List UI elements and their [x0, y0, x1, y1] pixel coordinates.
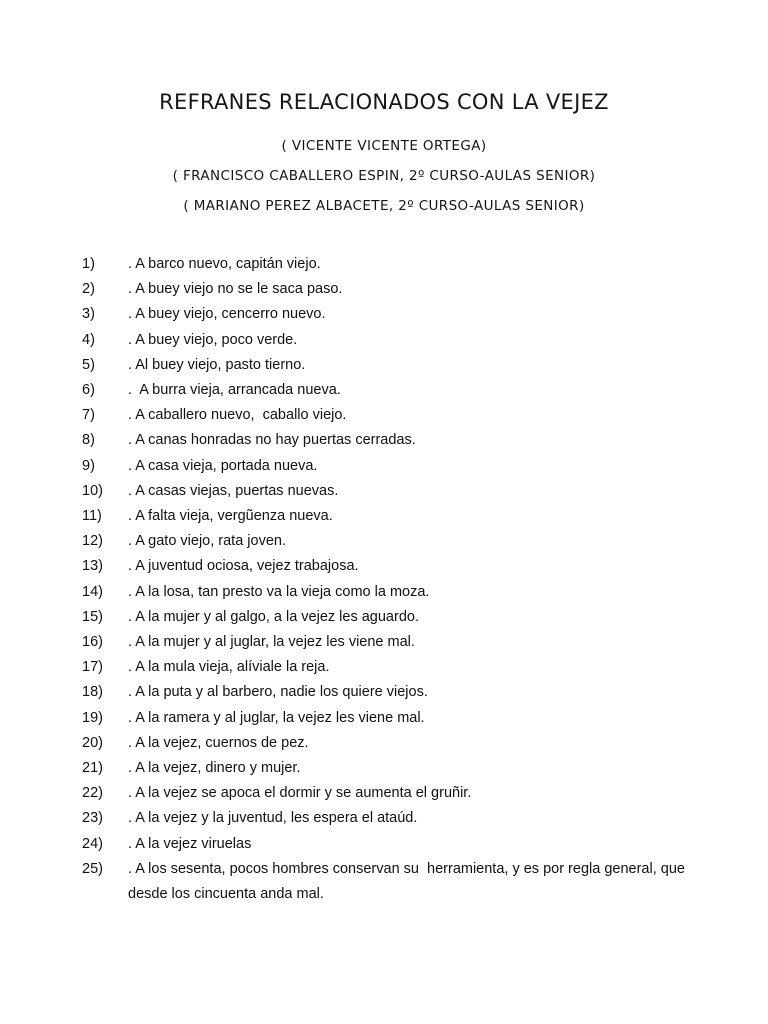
- proverb-text: . A la vejez se apoca el dormir y se aumenta el gruñir.: [128, 785, 472, 802]
- proverb-text: . A la vejez, dinero y mujer.: [128, 760, 301, 777]
- proverb-item: [82, 403, 722, 428]
- proverb-text: . A gato viejo, rata joven.: [128, 533, 286, 550]
- proverb-item: [82, 428, 722, 453]
- proverb-number: 12): [82, 533, 103, 550]
- proverb-number: 17): [82, 659, 103, 676]
- proverb-item: [82, 630, 722, 655]
- proverb-text: . A burra vieja, arrancada nueva.: [128, 382, 341, 399]
- proverb-item: [82, 454, 722, 479]
- proverb-text: . A la vejez viruelas: [128, 835, 252, 852]
- proverb-number: 13): [82, 558, 103, 575]
- proverb-number: 22): [82, 785, 103, 802]
- proverb-item: [82, 680, 722, 705]
- proverb-number: 10): [82, 482, 103, 499]
- proverb-text: . A la vejez, cuernos de pez.: [128, 734, 309, 751]
- author-line: ( VICENTE VICENTE ORTEGA): [281, 138, 487, 154]
- proverb-number: 1): [82, 256, 95, 272]
- proverb-text: . A juventud ociosa, vejez trabajosa.: [128, 558, 359, 575]
- document-header: [0, 88, 768, 221]
- proverb-text: . A canas honradas no hay puertas cerradas.: [128, 432, 416, 449]
- proverb-number: 18): [82, 684, 103, 701]
- proverb-text: . A buey viejo no se le saca paso.: [128, 281, 343, 298]
- proverb-item: [82, 529, 722, 554]
- proverb-number: 5): [82, 356, 95, 373]
- author-lines: [0, 131, 768, 221]
- proverb-number: 20): [82, 734, 103, 751]
- proverb-text: . A buey viejo, poco verde.: [128, 331, 298, 348]
- proverb-item: [82, 706, 722, 731]
- proverb-text: . A la ramera y al juglar, la vejez les viene mal.: [128, 709, 425, 726]
- proverb-item: [82, 605, 722, 630]
- proverb-item: [82, 655, 722, 680]
- proverb-number: 15): [82, 608, 103, 625]
- proverb-number: 8): [82, 432, 95, 449]
- proverb-item: [82, 252, 722, 277]
- proverb-number: 9): [82, 457, 95, 474]
- proverb-item: [82, 378, 722, 403]
- proverb-number: 25): [82, 860, 103, 877]
- author-line: ( MARIANO PEREZ ALBACETE, 2º CURSO-AULAS SENIOR): [183, 198, 585, 214]
- proverb-item: [82, 806, 722, 831]
- proverb-text: . A casa vieja, portada nueva.: [128, 457, 318, 474]
- proverb-text: . A la puta y al barbero, nadie los quiere viejos.: [128, 684, 428, 701]
- proverb-number: 16): [82, 634, 103, 651]
- proverb-item: [82, 832, 722, 857]
- proverb-text: . A la losa, tan presto va la vieja como la moza.: [128, 583, 430, 600]
- proverb-item: [82, 353, 722, 378]
- proverb-text: . A la mujer y al juglar, la vejez les viene mal.: [128, 634, 415, 651]
- proverb-item: [82, 731, 722, 756]
- proverb-number: 14): [82, 583, 103, 600]
- proverb-text: . A la mula vieja, alíviale la reja.: [128, 659, 330, 676]
- proverb-item: [82, 781, 722, 806]
- proverb-item: [82, 857, 722, 907]
- document-title: REFRANES RELACIONADOS CON LA VEJEZ: [159, 90, 609, 114]
- proverb-text: . A falta vieja, vergũenza nueva.: [128, 508, 333, 525]
- proverb-number: 19): [82, 709, 103, 726]
- proverb-number: 23): [82, 810, 103, 827]
- proverb-number: 4): [82, 331, 95, 348]
- proverb-item: [82, 479, 722, 504]
- proverb-number: 11): [82, 508, 102, 525]
- proverb-item: [82, 554, 722, 579]
- proverb-text: . A la mujer y al galgo, a la vejez les aguardo.: [128, 608, 419, 625]
- proverb-number: 24): [82, 835, 103, 852]
- proverb-text: . A la vejez y la juventud, les espera el ataúd.: [128, 810, 418, 827]
- proverb-number: 7): [82, 407, 95, 424]
- proverb-number: 3): [82, 306, 95, 323]
- proverb-list: [82, 252, 722, 907]
- proverb-item: [82, 504, 722, 529]
- proverb-text: . A buey viejo, cencerro nuevo.: [128, 306, 326, 323]
- proverb-item: [82, 302, 722, 327]
- proverb-number: 21): [82, 760, 103, 777]
- proverb-text: . Al buey viejo, pasto tierno.: [128, 356, 306, 373]
- proverb-text: . A los sesenta, pocos hombres conservan su herramienta, y es por regla general, que desde los cincuenta anda mal.: [128, 860, 689, 903]
- proverb-text: . A barco nuevo, capitán viejo.: [128, 256, 321, 272]
- proverb-number: 2): [82, 281, 95, 298]
- proverb-item: [82, 580, 722, 605]
- proverb-text: . A casas viejas, puertas nuevas.: [128, 482, 339, 499]
- author-line: ( FRANCISCO CABALLERO ESPIN, 2º CURSO-AULAS SENIOR): [172, 168, 596, 184]
- proverb-number: 6): [82, 382, 95, 399]
- proverb-item: [82, 328, 722, 353]
- proverb-item: [82, 277, 722, 302]
- proverb-item: [82, 756, 722, 781]
- proverb-text: . A caballero nuevo, caballo viejo.: [128, 407, 347, 424]
